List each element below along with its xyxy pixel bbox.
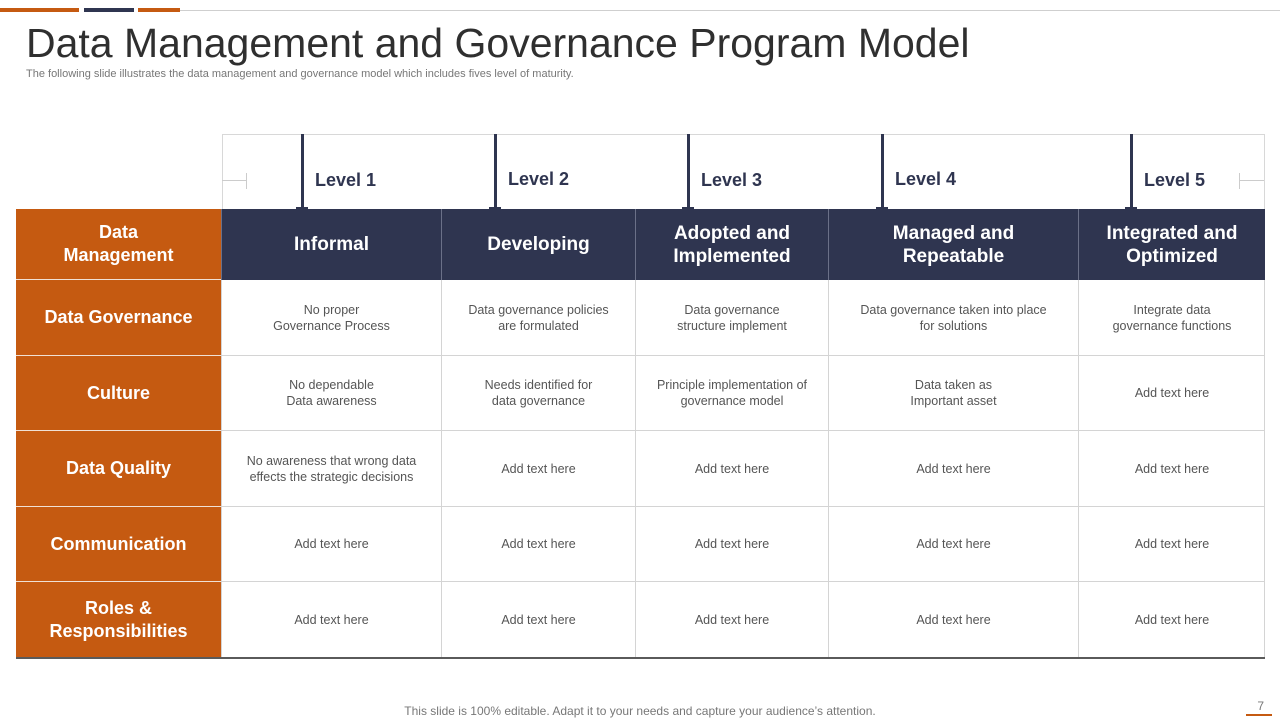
bracket-tick-right-h <box>1240 180 1264 181</box>
table-cell: No dependable Data awareness <box>221 356 441 431</box>
table-cell: Add text here <box>221 582 441 658</box>
bracket-tick-left-h <box>222 180 246 181</box>
table-cell: Add text here <box>221 507 441 582</box>
level-4-label: Level 4 <box>895 169 957 189</box>
accent-bar-orange-2 <box>138 8 180 12</box>
level-1-line <box>301 134 304 209</box>
page-number-accent <box>1246 714 1272 716</box>
table-cell: Add text here <box>1078 356 1265 431</box>
column-header-informal: Informal <box>221 209 441 280</box>
level-1-label: Level 1 <box>315 170 377 190</box>
level-3-line <box>687 134 690 209</box>
table-cell: Data taken as Important asset <box>828 356 1078 431</box>
bracket-tick-left <box>246 173 247 189</box>
row-header-roles: Roles & Responsibilities <box>16 582 221 658</box>
level-3-label: Level 3 <box>701 170 763 190</box>
level-5-label: Level 5 <box>1144 170 1206 190</box>
table-cell: Data governance structure implement <box>635 280 828 356</box>
table-cell: Data governance policies are formulated <box>441 280 635 356</box>
level-2-line <box>494 134 497 209</box>
table-cell: Add text here <box>1078 431 1265 507</box>
table-cell: No awareness that wrong data effects the strategic decisions <box>221 431 441 507</box>
table-cell: Add text here <box>441 582 635 658</box>
row-header-culture: Culture <box>16 356 221 431</box>
table-right-border <box>1264 280 1265 658</box>
row-header-data-quality: Data Quality <box>16 431 221 507</box>
slide-title: Data Management and Governance Program Model <box>26 20 970 66</box>
top-rule <box>180 10 1280 11</box>
table-cell: Add text here <box>828 507 1078 582</box>
page-number: 7 <box>1257 699 1264 713</box>
accent-bar-orange <box>0 8 79 12</box>
table-cell: Add text here <box>635 431 828 507</box>
table-cell: Add text here <box>1078 507 1265 582</box>
column-header-adopted: Adopted and Implemented <box>635 209 828 280</box>
table-bottom-rule <box>16 657 1265 659</box>
table-cell: Data governance taken into place for solutions <box>828 280 1078 356</box>
level-4-line <box>881 134 884 209</box>
table-cell: Add text here <box>635 507 828 582</box>
table-cell: No proper Governance Process <box>221 280 441 356</box>
slide-footer: This slide is 100% editable. Adapt it to your needs and capture your audience’s attention. <box>404 704 876 718</box>
row-header-communication: Communication <box>16 507 221 582</box>
column-header-integrated: Integrated and Optimized <box>1078 209 1265 280</box>
table-cell: Add text here <box>441 431 635 507</box>
slide-subtitle: The following slide illustrates the data management and governance model which includes fives level of maturity. <box>26 68 574 80</box>
table-cell: Integrate data governance functions <box>1078 280 1265 356</box>
level-5-line <box>1130 134 1133 209</box>
level-2-label: Level 2 <box>508 169 570 189</box>
column-header-developing: Developing <box>441 209 635 280</box>
table-cell: Needs identified for data governance <box>441 356 635 431</box>
table-cell: Add text here <box>441 507 635 582</box>
table-corner-header: Data Management <box>16 209 221 280</box>
accent-bar-navy <box>84 8 134 12</box>
bracket-tick-right <box>1239 173 1240 189</box>
table-cell: Add text here <box>1078 582 1265 658</box>
column-header-managed: Managed and Repeatable <box>828 209 1078 280</box>
row-header-data-governance: Data Governance <box>16 280 221 356</box>
table-cell: Principle implementation of governance model <box>635 356 828 431</box>
table-cell: Add text here <box>635 582 828 658</box>
table-cell: Add text here <box>828 582 1078 658</box>
table-cell: Add text here <box>828 431 1078 507</box>
